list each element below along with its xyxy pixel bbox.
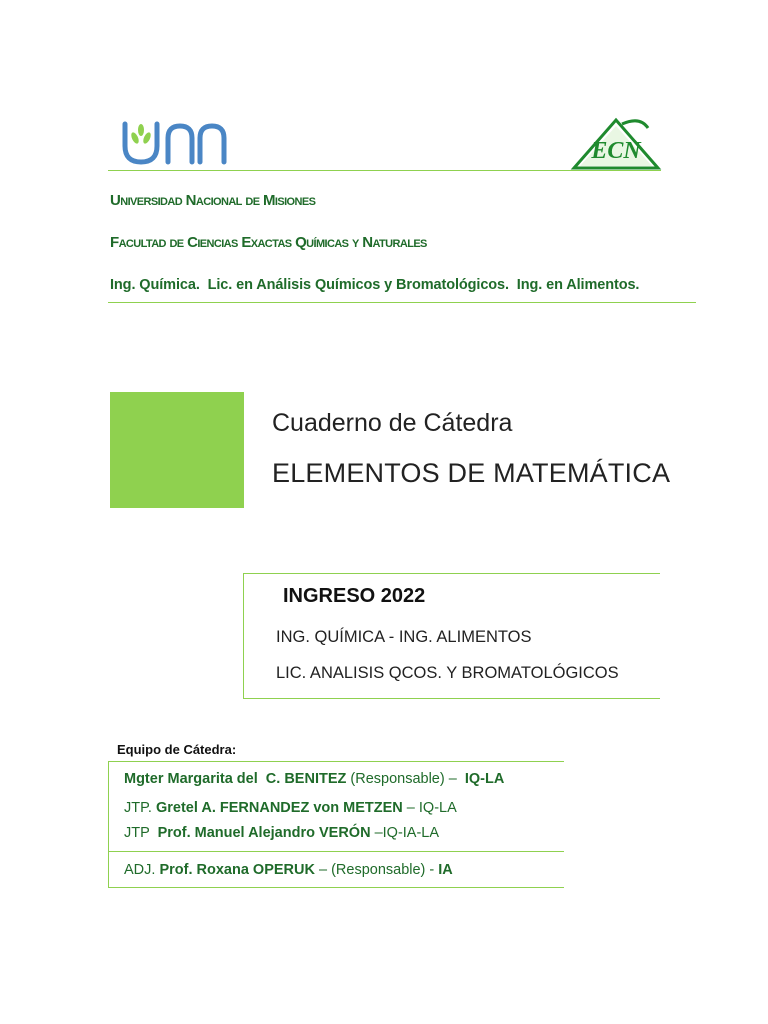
green-accent-block bbox=[110, 392, 244, 508]
team-divider-bottom bbox=[108, 887, 564, 888]
member-area: IA bbox=[438, 862, 453, 878]
careers-divider bbox=[108, 302, 696, 303]
fceqyn-logo bbox=[570, 116, 662, 170]
member-role: – IQ-LA bbox=[402, 800, 457, 816]
team-member bbox=[124, 825, 439, 841]
member-role: –IQ-IA-LA bbox=[370, 825, 440, 841]
member-role: (Responsable) – bbox=[346, 771, 461, 787]
careers-line: Ing. Química. Lic. en Análisis Químicos y Bromatológicos. Ing. en Alimentos. bbox=[110, 277, 640, 293]
ingreso-careers-line-2: LIC. ANALISIS QCOS. Y BROMATOLÓGICOS bbox=[276, 664, 619, 682]
team-member bbox=[124, 862, 453, 878]
header-divider bbox=[108, 170, 661, 171]
member-role: – (Responsable) - bbox=[314, 862, 439, 878]
team-divider-top bbox=[108, 761, 564, 762]
member-position: ADJ. bbox=[124, 862, 160, 878]
faculty-name: Facultad de Ciencias Exactas Químicas y Naturales bbox=[110, 234, 427, 251]
team-divider-left bbox=[108, 761, 109, 887]
university-name: Universidad Nacional de Misiones bbox=[110, 192, 316, 209]
document-title: ELEMENTOS DE MATEMÁTICA bbox=[272, 458, 671, 488]
member-position: JTP. bbox=[124, 800, 156, 816]
member-position: JTP bbox=[124, 825, 158, 841]
ingreso-title: INGRESO 2022 bbox=[283, 585, 426, 607]
member-name: Prof. Roxana OPERUK bbox=[159, 862, 315, 878]
member-name: Mgter Margarita del C. BENITEZ bbox=[124, 771, 347, 787]
team-heading: Equipo de Cátedra: bbox=[117, 742, 237, 757]
svg-text:ECN: ECN bbox=[591, 138, 641, 164]
team-member bbox=[124, 800, 457, 816]
unam-logo bbox=[120, 120, 230, 166]
document-subtitle: Cuaderno de Cátedra bbox=[272, 409, 513, 437]
member-name: Prof. Manuel Alejandro VERÓN bbox=[157, 825, 371, 841]
ingreso-careers-line-1: ING. QUÍMICA - ING. ALIMENTOS bbox=[276, 628, 532, 646]
team-divider-middle bbox=[108, 851, 564, 852]
team-member bbox=[124, 771, 504, 787]
member-name: Gretel A. FERNANDEZ von METZEN bbox=[155, 800, 403, 816]
member-area: IQ-LA bbox=[460, 771, 505, 787]
